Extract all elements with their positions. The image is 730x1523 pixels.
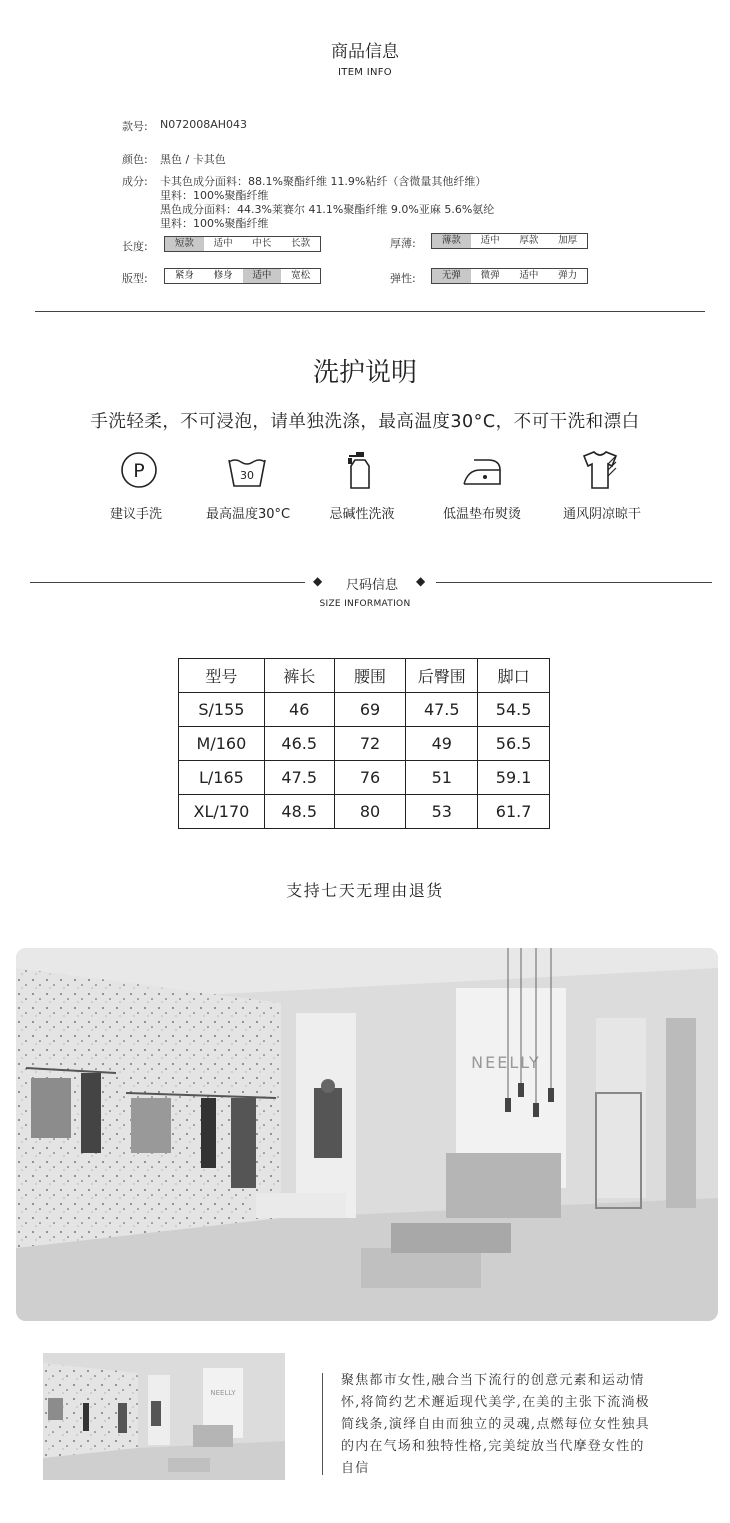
care-label: 最高温度30°C bbox=[205, 507, 291, 522]
table-cell: 51 bbox=[406, 761, 478, 795]
care-title: 洗护说明 bbox=[312, 358, 417, 388]
brand-description bbox=[341, 1370, 711, 1480]
table-cell: 61.7 bbox=[478, 795, 550, 829]
length-option: 长款 bbox=[291, 238, 311, 249]
table-cell: L/165 bbox=[179, 761, 265, 795]
size-divider-right bbox=[436, 582, 712, 583]
table-cell: 56.5 bbox=[478, 727, 550, 761]
table-header: 后臀围 bbox=[406, 659, 478, 693]
description-line: 简线条,演绎自由而独立的灵魂,点燃每位女性独具 bbox=[341, 1417, 650, 1432]
table-header: 型号 bbox=[179, 659, 265, 693]
table-cell: 76 bbox=[334, 761, 406, 795]
elasticity-option: 微弹 bbox=[480, 270, 500, 281]
table-header: 腰围 bbox=[334, 659, 406, 693]
elasticity-option: 无弹 bbox=[432, 269, 471, 283]
composition-label: 成分: bbox=[122, 175, 148, 188]
elasticity-label: 弹性: bbox=[390, 272, 416, 285]
svg-text:P: P bbox=[133, 460, 145, 482]
store-photo-large bbox=[16, 948, 718, 1321]
description-line: 聚焦都市女性,融合当下流行的创意元素和运动情 bbox=[341, 1373, 645, 1388]
thickness-option: 加厚 bbox=[558, 235, 578, 246]
care-label: 低温垫布熨烫 bbox=[442, 507, 521, 522]
table-cell: 48.5 bbox=[264, 795, 334, 829]
store-sign: NEELLY bbox=[471, 1053, 541, 1072]
table-header: 脚口 bbox=[478, 659, 550, 693]
composition-line: 里料：100%聚酯纤维 bbox=[160, 189, 269, 202]
table-cell: 49 bbox=[406, 727, 478, 761]
length-option: 适中 bbox=[213, 238, 233, 249]
diamond-icon: ◆ bbox=[416, 574, 426, 588]
section-divider bbox=[35, 311, 705, 312]
table-header: 裤长 bbox=[264, 659, 334, 693]
table-cell: 47.5 bbox=[264, 761, 334, 795]
size-info-subtitle: SIZE INFORMATION bbox=[319, 599, 411, 609]
description-divider bbox=[322, 1373, 323, 1475]
thickness-scale bbox=[431, 233, 588, 249]
description-line: 的内在气场和独特性格,完美绽放当代摩登女性的 bbox=[341, 1439, 645, 1454]
description-line: 怀,将简约艺术邂逅现代美学,在美的主张下流淌极 bbox=[341, 1395, 650, 1410]
table-cell: S/155 bbox=[179, 693, 265, 727]
table-cell: 47.5 bbox=[406, 693, 478, 727]
care-label: 通风阴凉晾干 bbox=[562, 507, 641, 522]
fit-option: 紧身 bbox=[174, 270, 194, 281]
elasticity-option: 弹力 bbox=[558, 270, 578, 281]
length-option: 中长 bbox=[252, 238, 272, 249]
thickness-option: 厚款 bbox=[519, 235, 539, 246]
care-label: 建议手洗 bbox=[109, 507, 162, 522]
table-row bbox=[179, 727, 550, 761]
professional-cleaning-p-icon bbox=[117, 448, 161, 492]
elasticity-scale bbox=[431, 268, 588, 284]
returns-note: 支持七天无理由退货 bbox=[286, 881, 444, 900]
store-photo-small bbox=[43, 1353, 285, 1480]
color-label: 颜色: bbox=[122, 153, 148, 166]
store-interior-thumbnail bbox=[43, 1353, 285, 1480]
wash-30-icon bbox=[225, 450, 269, 494]
size-info-title: 尺码信息 bbox=[345, 578, 398, 593]
table-row bbox=[179, 693, 550, 727]
table-cell: 46 bbox=[264, 693, 334, 727]
length-option: 短款 bbox=[165, 237, 204, 251]
table-cell: 69 bbox=[334, 693, 406, 727]
detergent-bottle-icon bbox=[342, 448, 386, 492]
elasticity-option: 适中 bbox=[519, 270, 539, 281]
fit-label: 版型: bbox=[122, 272, 148, 285]
fit-option: 宽松 bbox=[291, 270, 311, 281]
table-cell: 59.1 bbox=[478, 761, 550, 795]
item-info-subtitle: ITEM INFO bbox=[338, 67, 392, 78]
fit-option: 适中 bbox=[243, 269, 282, 283]
care-label: 忌碱性洗液 bbox=[329, 507, 395, 522]
store-interior-image bbox=[16, 948, 718, 1321]
diamond-icon: ◆ bbox=[313, 574, 323, 588]
description-line: 自信 bbox=[341, 1461, 370, 1476]
fit-scale bbox=[164, 268, 321, 284]
table-row bbox=[179, 761, 550, 795]
length-label: 长度: bbox=[122, 240, 148, 253]
table-cell: 80 bbox=[334, 795, 406, 829]
table-cell: 53 bbox=[406, 795, 478, 829]
iron-low-icon bbox=[460, 450, 504, 494]
composition-line: 里料：100%聚酯纤维 bbox=[160, 217, 269, 230]
care-summary: 手洗轻柔，不可浸泡，请单独洗涤，最高温度30°C，不可干洗和漂白 bbox=[90, 412, 640, 432]
table-header-row bbox=[179, 659, 550, 693]
size-table bbox=[178, 658, 550, 829]
table-cell: 46.5 bbox=[264, 727, 334, 761]
fit-option: 修身 bbox=[213, 270, 233, 281]
table-cell: M/160 bbox=[179, 727, 265, 761]
composition-line: 卡其色成分面料：88.1%聚酯纤维 11.9%粘纤（含微量其他纤维） bbox=[160, 175, 487, 188]
color-value: 黑色 / 卡其色 bbox=[160, 153, 226, 166]
table-cell: 72 bbox=[334, 727, 406, 761]
style-no-value: N072008AH043 bbox=[160, 118, 248, 131]
length-scale bbox=[164, 236, 321, 252]
thickness-option: 薄款 bbox=[432, 234, 471, 248]
table-cell: XL/170 bbox=[179, 795, 265, 829]
table-row bbox=[179, 795, 550, 829]
size-divider-left bbox=[30, 582, 305, 583]
svg-text:30: 30 bbox=[240, 469, 254, 482]
thickness-label: 厚薄: bbox=[390, 237, 416, 250]
style-no-label: 款号: bbox=[122, 120, 148, 133]
store-sign-small: NEELLY bbox=[210, 1389, 236, 1397]
shade-dry-shirt-icon bbox=[578, 448, 622, 492]
thickness-option: 适中 bbox=[480, 235, 500, 246]
composition-line: 黑色成分面料：44.3%莱赛尔 41.1%聚酯纤维 9.0%亚麻 5.6%氨纶 bbox=[160, 203, 495, 216]
item-info-title: 商品信息 bbox=[331, 42, 399, 62]
table-cell: 54.5 bbox=[478, 693, 550, 727]
